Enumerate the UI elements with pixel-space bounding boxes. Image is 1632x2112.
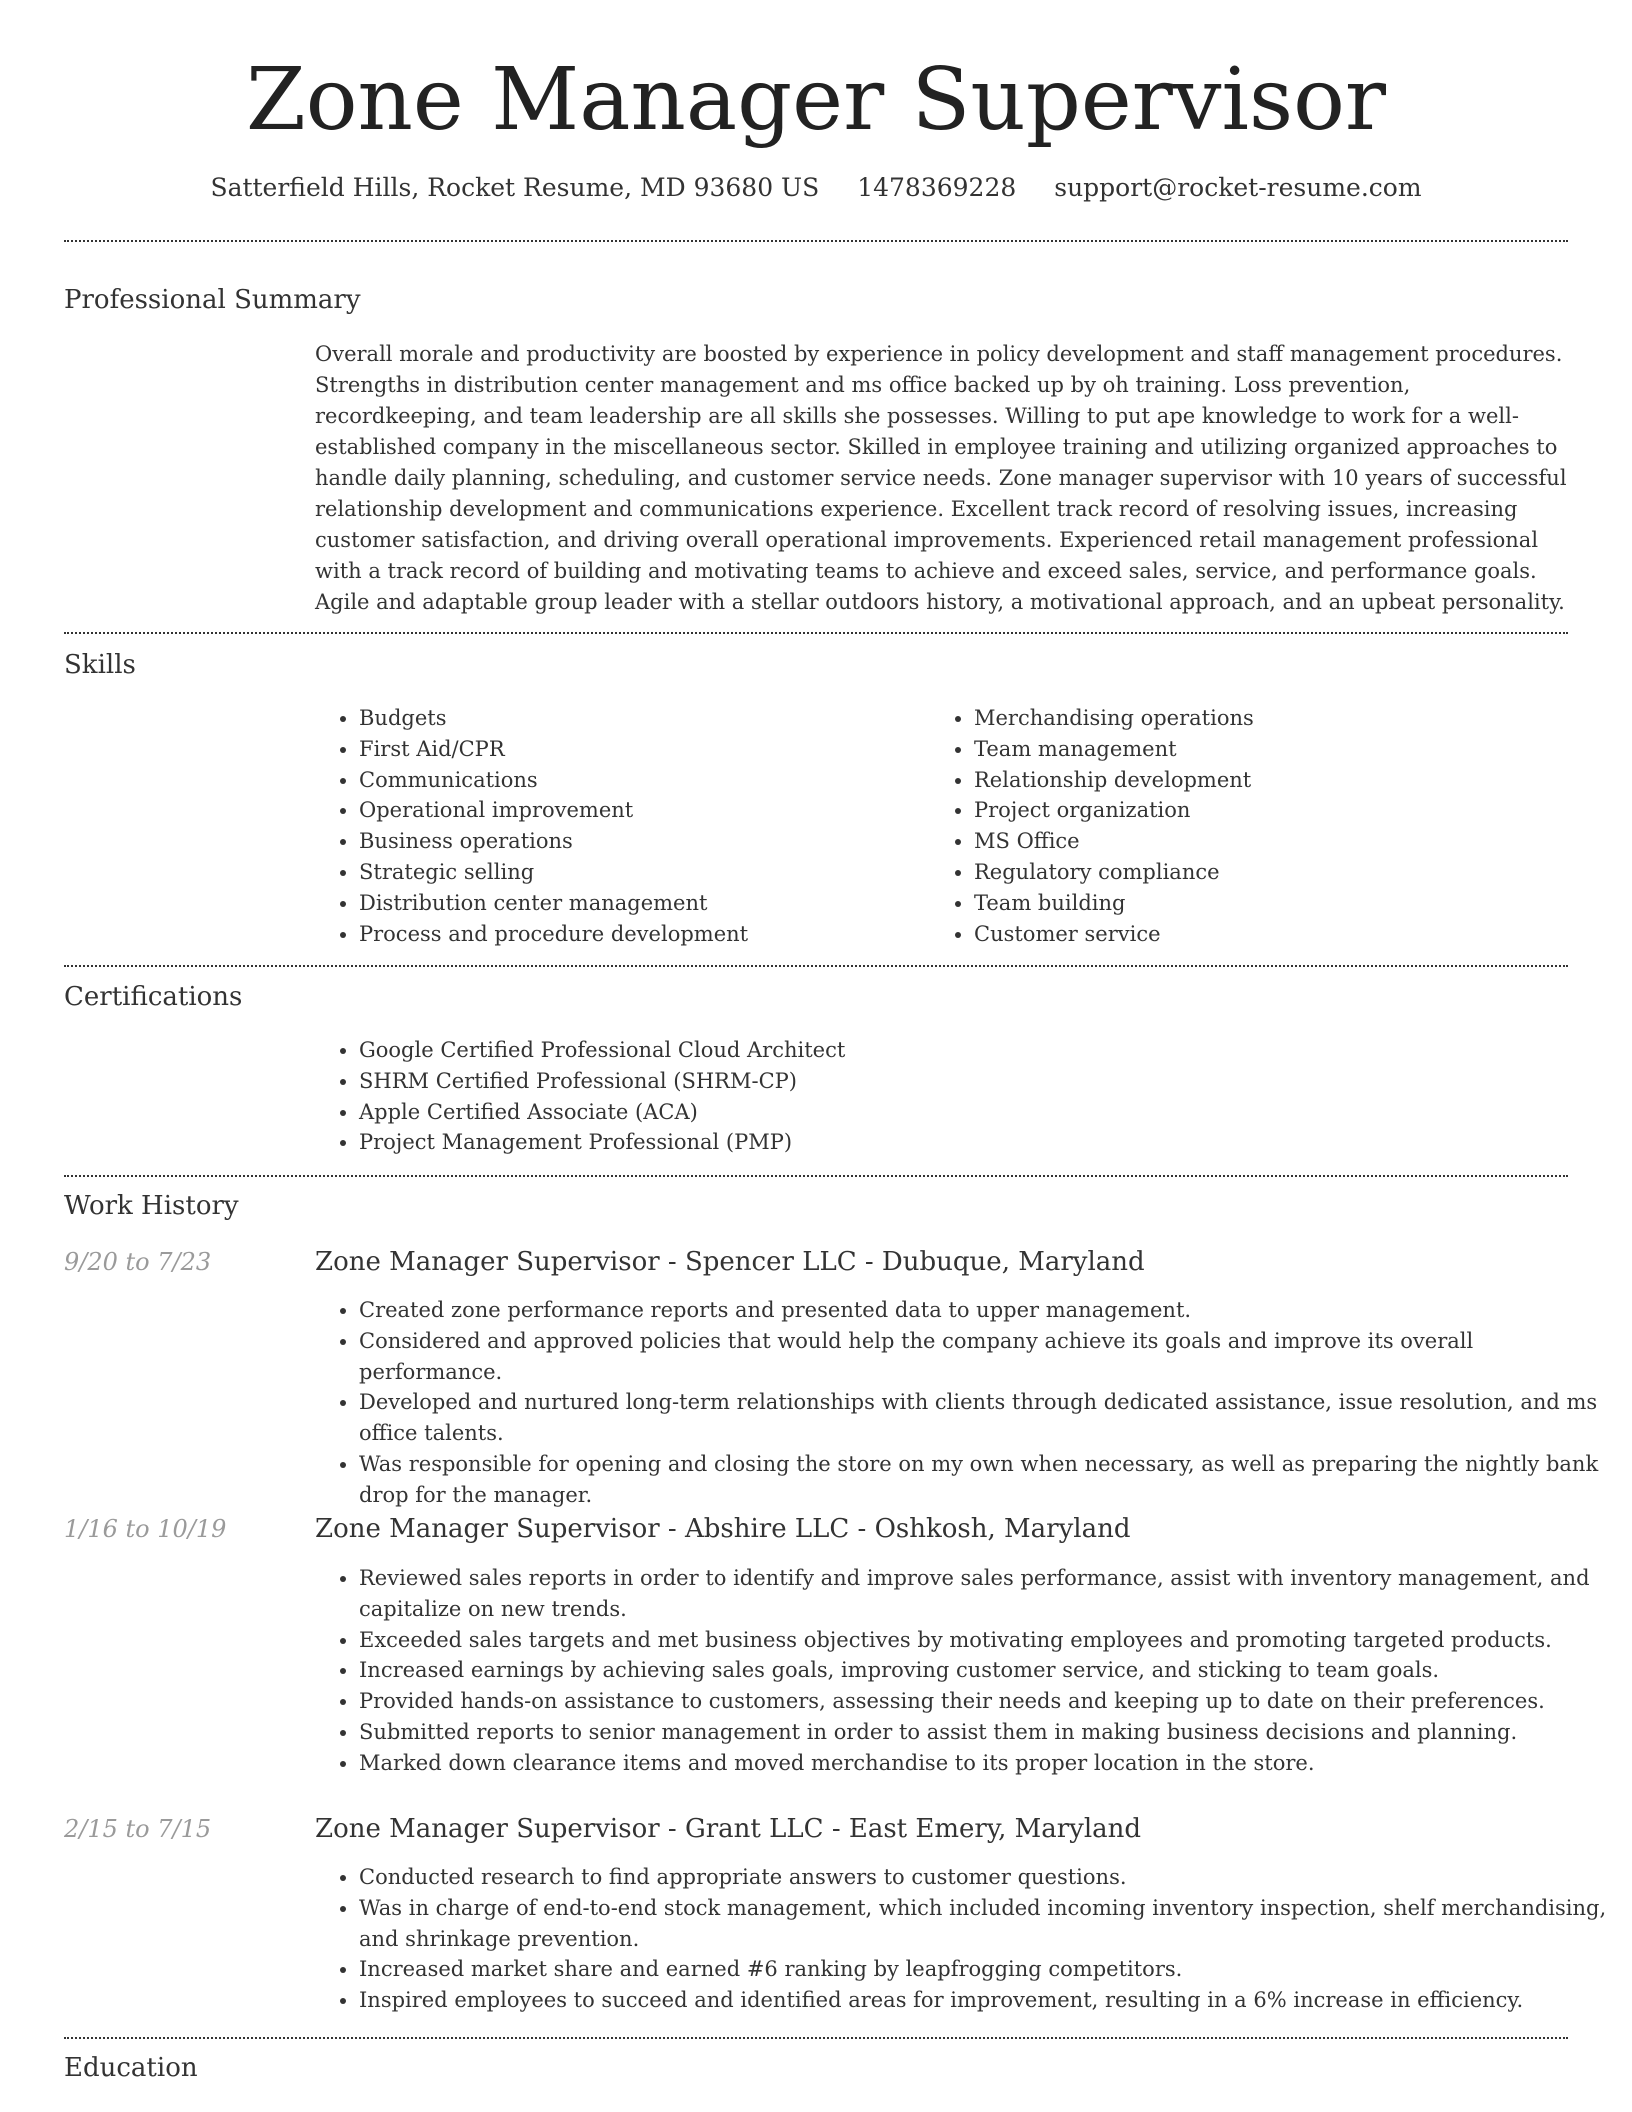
job-bullet: • Conducted research to find appropriate answers to customer questions.	[359, 1862, 1614, 1893]
education-heading: Education	[64, 2053, 198, 2083]
skill-item: • Business operations	[359, 826, 919, 857]
contact-phone: 1478369228	[857, 173, 1017, 202]
job-bullet: • Exceeded sales targets and met business objectives by motivating employees and promoting targeted products.	[359, 1625, 1614, 1656]
skill-item: • Project organization	[974, 795, 1574, 826]
divider	[64, 2037, 1568, 2039]
resume-name: Zone Manager Supervisor	[245, 50, 1386, 150]
skill-item: • Regulatory compliance	[974, 857, 1574, 888]
job-title: Zone Manager Supervisor - Abshire LLC - Oshkosh, Maryland	[315, 1514, 1131, 1544]
job-bullet: • Inspired employees to succeed and identified areas for improvement, resulting in a 6% increase in efficiency.	[359, 1985, 1614, 2016]
skill-item: • Relationship development	[974, 765, 1574, 796]
certification-item: • SHRM Certified Professional (SHRM-CP)	[359, 1066, 1559, 1097]
skill-item: • Budgets	[359, 703, 919, 734]
job-bullet: • Increased earnings by achieving sales goals, improving customer service, and sticking to team goals.	[359, 1655, 1614, 1686]
job-bullet: • Reviewed sales reports in order to identify and improve sales performance, assist with inventory management, and capitalize on new trends.	[359, 1563, 1614, 1625]
job-bullet: • Increased market share and earned #6 ranking by leapfrogging competitors.	[359, 1954, 1614, 1985]
certification-item: • Apple Certified Associate (ACA)	[359, 1097, 1559, 1128]
skill-item: • Strategic selling	[359, 857, 919, 888]
skills-heading: Skills	[64, 650, 136, 680]
job-title: Zone Manager Supervisor - Spencer LLC - Dubuque, Maryland	[315, 1247, 1145, 1277]
job-bullet: • Considered and approved policies that would help the company achieve its goals and improve its overall performance.	[359, 1326, 1614, 1388]
skill-item: • MS Office	[974, 826, 1574, 857]
skill-item: • First Aid/CPR	[359, 734, 919, 765]
job-bullet: • Provided hands-on assistance to customers, assessing their needs and keeping up to date on their preferences.	[359, 1686, 1614, 1717]
job-bullet: • Developed and nurtured long-term relationships with clients through dedicated assistance, issue resolution, and ms office talents.	[359, 1387, 1614, 1449]
skill-item: • Customer service	[974, 919, 1574, 950]
skill-item: • Merchandising operations	[974, 703, 1574, 734]
summary-heading: Professional Summary	[64, 285, 361, 315]
certifications-heading: Certifications	[64, 982, 243, 1012]
divider	[64, 240, 1568, 242]
contact-address: Satterfield Hills, Rocket Resume, MD 93680 US	[210, 173, 820, 202]
certification-item: • Project Management Professional (PMP)	[359, 1127, 1559, 1158]
job-bullet: • Was in charge of end-to-end stock management, which included incoming inventory inspection, shelf merchandising, and shrinkage prevention.	[359, 1893, 1614, 1955]
job-title: Zone Manager Supervisor - Grant LLC - East Emery, Maryland	[315, 1814, 1142, 1844]
skill-item: • Team management	[974, 734, 1574, 765]
skill-item: • Distribution center management	[359, 888, 919, 919]
skills-list-right	[930, 703, 1574, 949]
skill-item: • Process and procedure development	[359, 919, 919, 950]
job-dates: 9/20 to 7/23	[64, 1248, 212, 1276]
summary-text: Overall morale and productivity are boosted by experience in policy development and staff management procedures. Strengths in distribution center management and ms office backed up by oh training. Loss prevention, recordkeeping, and team leadership are all skills she possesses. Willing to put ape knowledge to work for a well-established company in the miscellaneous sector. Skilled in employee training and utilizing organized approaches to handle daily planning, scheduling, and customer service needs. Zone manager supervisor with 10 years of successful relationship development and communications experience. Excellent track record of resolving issues, increasing customer satisfaction, and driving overall operational improvements. Experienced retail management professional with a track record of building and motivating teams to achieve and exceed sales, service, and performance goals. Agile and adaptable group leader with a stellar outdoors history, a motivational approach, and an upbeat personality.	[315, 342, 1567, 614]
divider	[64, 965, 1568, 967]
job-bullet: • Created zone performance reports and presented data to upper management.	[359, 1295, 1614, 1326]
skill-item: • Team building	[974, 888, 1574, 919]
skill-item: • Communications	[359, 765, 919, 796]
certifications-list	[315, 1035, 1559, 1158]
job-bullet: • Marked down clearance items and moved merchandise to its proper location in the store.	[359, 1748, 1614, 1779]
contact-line	[0, 170, 1632, 206]
skills-list-left	[315, 703, 919, 949]
certification-item: • Google Certified Professional Cloud Architect	[359, 1035, 1559, 1066]
divider	[64, 632, 1568, 634]
job-bullet: • Was responsible for opening and closing the store on my own when necessary, as well as preparing the nightly bank drop for the manager.	[359, 1449, 1614, 1511]
skill-item: • Operational improvement	[359, 795, 919, 826]
divider	[64, 1175, 1568, 1177]
contact-email[interactable]: support@rocket-resume.com	[1054, 173, 1422, 202]
job-bullets	[315, 1563, 1614, 1779]
job-bullet: • Submitted reports to senior management in order to assist them in making business decisions and planning.	[359, 1717, 1614, 1748]
job-dates: 2/15 to 7/15	[64, 1815, 212, 1843]
job-dates: 1/16 to 10/19	[64, 1515, 227, 1543]
job-bullets	[315, 1295, 1614, 1511]
job-bullets	[315, 1862, 1614, 2016]
work-history-heading: Work History	[64, 1191, 239, 1221]
